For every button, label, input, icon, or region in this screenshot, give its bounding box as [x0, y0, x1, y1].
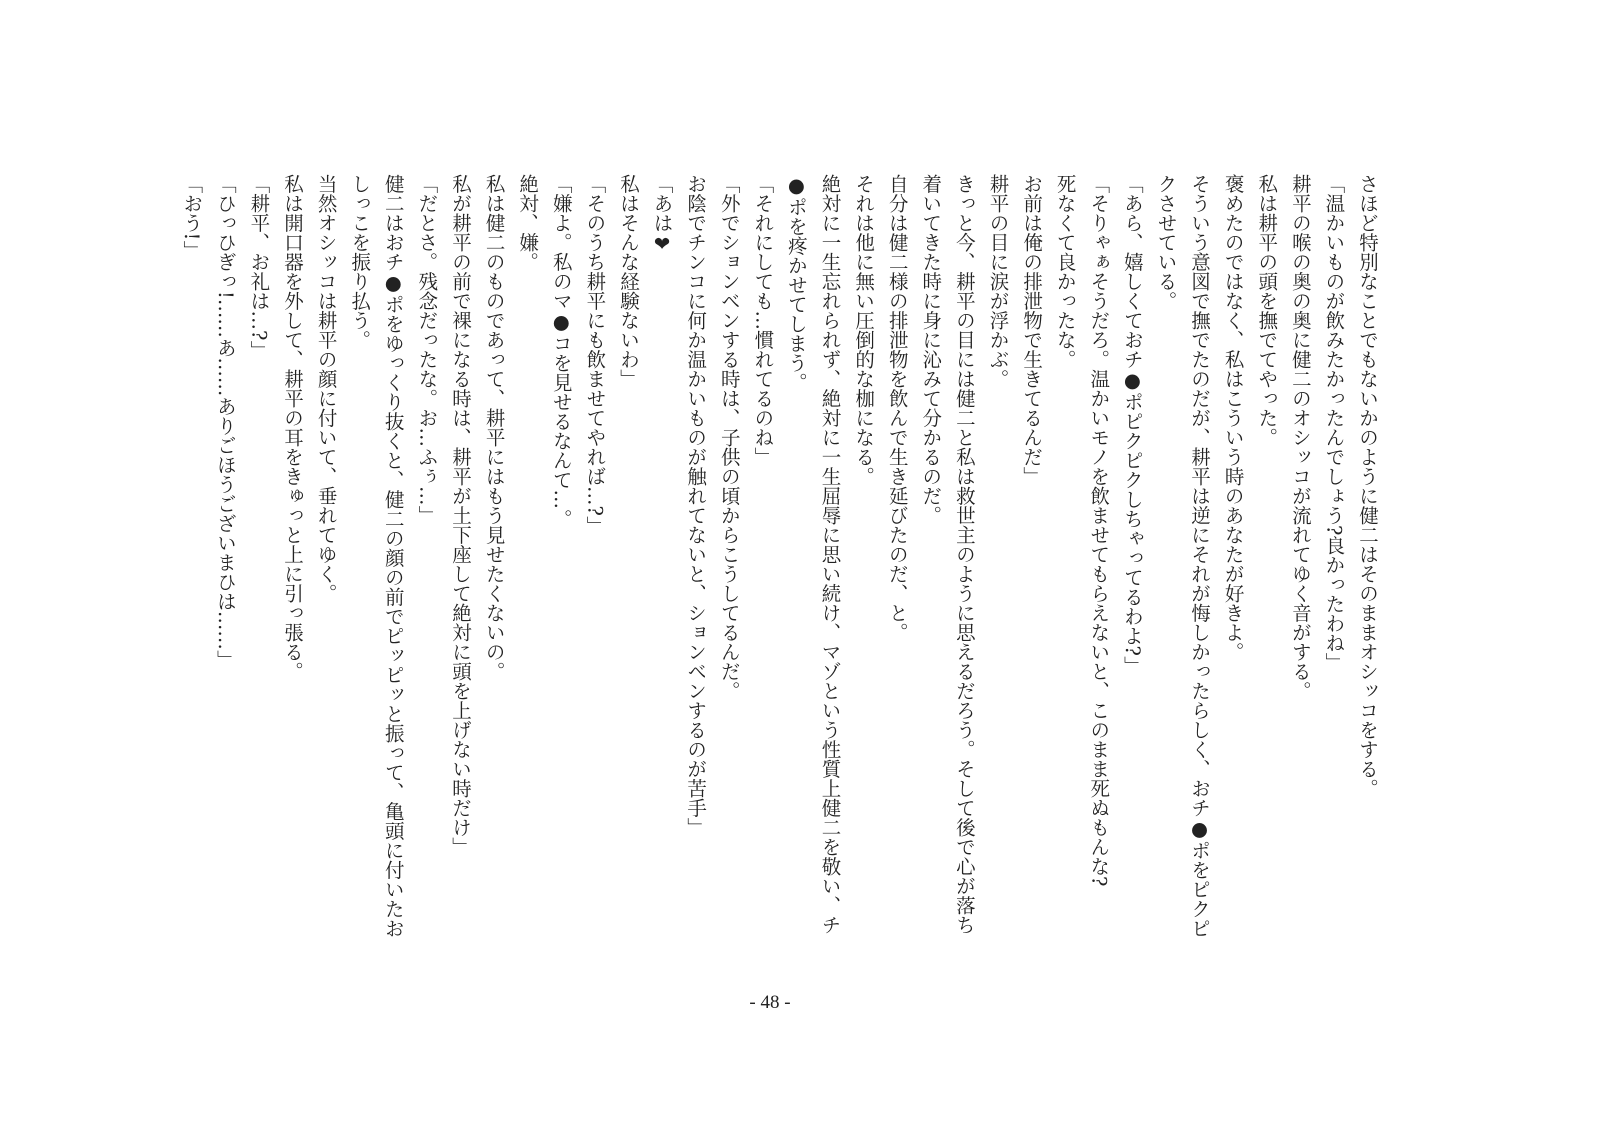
- text-line: 自分は健二様の排泄物を飲んで生き延びたのだ、と。: [885, 174, 909, 642]
- page-number: - 48 -: [749, 992, 791, 1013]
- text-line: 「そりゃぁそうだろ。温かいモノを飲ませてもらえないと、このまま死ぬもんな?: [1087, 174, 1111, 887]
- text-line: 私は健二のものであって、耕平にはもう見せたくないの。: [482, 174, 506, 681]
- text-line: 当然オシッコは耕平の顔に付いて、垂れてゆく。: [314, 174, 338, 603]
- text-line: 私は耕平の頭を撫でてやった。: [1255, 174, 1279, 447]
- text-line: 耕平の喉の奥の奥に健二のオシッコが流れてゆく音がする。: [1288, 174, 1312, 701]
- text-line: 死なくて良かったな。: [1053, 174, 1077, 369]
- text-line: 「それにしても…慣れてるのね」: [751, 174, 775, 467]
- text-line: 絶対、嫌。: [516, 174, 540, 272]
- text-line: さほど特別なことでもないかのように健二はそのままオシッコをする。: [1356, 174, 1379, 798]
- text-line: 私は開口器を外して、耕平の耳をきゅっと上に引っ張る。: [281, 174, 304, 681]
- text-line: 耕平の目に涙が浮かぶ。: [986, 174, 1010, 389]
- text-line: 「外でションベンする時は、子供の頃からこうしてるんだ。: [717, 174, 741, 701]
- text-line: クさせている。: [1154, 174, 1178, 311]
- vertical-text-body: [174, 174, 1384, 974]
- text-line: ●ポを疼かせてしまう。: [784, 174, 808, 392]
- text-line: 「そのうち耕平にも飲ませてやれば…?」: [583, 174, 607, 536]
- text-line: お陰でチンコに何か温かいものが触れてないと、ションベンするのが苦手」: [684, 174, 708, 837]
- text-line: そういう意図で撫でたのだが、耕平は逆にそれが悔しかったらしく、おチ●ポをピクピ: [1188, 174, 1212, 938]
- text-line: しっこを振り払う。: [348, 174, 372, 350]
- text-line: 「温かいものが飲みたかったんでしょう?良かったわね」: [1322, 174, 1346, 672]
- text-line: 「あら、嬉しくておチ●ポピクピクしちゃってるわよ?」: [1120, 174, 1144, 676]
- text-line: 「だとさ。残念だったな。お…ふぅ…」: [415, 174, 439, 525]
- text-line: 私はそんな経験ないわ」: [616, 174, 640, 389]
- text-line: 着いてきた時に身に沁みて分かるのだ。: [919, 174, 943, 525]
- text-line: きっと今、耕平の目には健二と私は救世主のように思えるだろう。そして後で心が落ち: [952, 174, 976, 935]
- text-line: 絶対に一生忘れられず、絶対に一生屈辱に思い続け、マゾという性質上健二を敬い、チ: [818, 174, 842, 935]
- text-line: 褒めたのではなく、私はこういう時のあなたが好きよ。: [1221, 174, 1245, 662]
- text-line: 私が耕平の前で裸になる時は、耕平が土下座して絶対に頭を上げない時だけ」: [448, 174, 472, 857]
- text-line: 健二はおチ●ポをゆっくり抜くと、健二の顔の前でピッピッと振って、亀頭に付いたお: [381, 174, 405, 938]
- text-line: 「あは❤: [650, 174, 674, 256]
- text-line: 「嫌よ。私のマ●コを見せるなんて…。: [549, 174, 573, 529]
- text-line: お前は俺の排泄物で生きてるんだ」: [1020, 174, 1044, 486]
- text-line: 「ひっひぎっ!……あ……ありごほうございまひは……」: [213, 174, 237, 670]
- text-line: 「耕平、お礼は…?」: [247, 174, 271, 360]
- text-line: 「おう!」: [180, 174, 204, 260]
- text-line: それは他に無い圧倒的な枷になる。: [852, 174, 876, 486]
